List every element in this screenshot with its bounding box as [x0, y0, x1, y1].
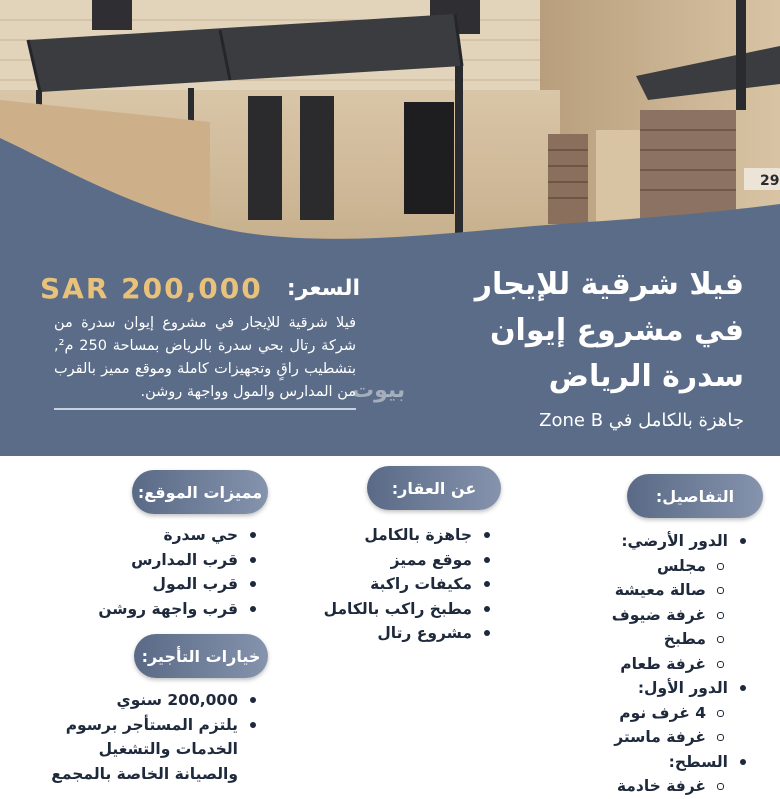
property-list	[294, 523, 494, 646]
list-item: قرب المول	[60, 572, 260, 597]
price-label: السعر:	[286, 276, 360, 301]
list-item: مجلس	[550, 554, 750, 579]
list-item: مطبخ	[550, 627, 750, 652]
list-item: غرفة ماستر	[550, 725, 750, 750]
list-item: قرب المدارس	[60, 548, 260, 573]
details-list	[550, 529, 750, 799]
listing-subtitle: جاهزة بالكامل في Zone B	[539, 410, 744, 431]
price-row	[40, 272, 360, 312]
details-heading: التفاصيل:	[627, 474, 763, 518]
details-group-label: الدور الأول:	[550, 676, 750, 701]
watermark-logo: بيوت	[352, 378, 406, 403]
list-item: جاهزة بالكامل	[294, 523, 494, 548]
list-item: مشروع رتال	[294, 621, 494, 646]
list-item: 4 غرف نوم	[550, 701, 750, 726]
listing-title-line: سدرة الرياض	[548, 359, 744, 394]
location-heading: مميزات الموقع:	[132, 470, 268, 514]
rental-heading: خيارات التأجير:	[134, 634, 268, 678]
details-group-label: السطح:	[550, 750, 750, 775]
listing-title-block	[414, 262, 744, 431]
rental-list	[36, 688, 260, 786]
list-item: يلتزم المستأجر برسوم الخدمات والتشغيل والصيانة الخاصة بالمجمع	[36, 713, 260, 787]
listing-title-line: فيلا شرقية للإيجار	[474, 267, 744, 302]
listing-title-line: في مشروع إيوان	[489, 313, 744, 348]
list-item: مكيفات راكبة	[294, 572, 494, 597]
list-item: 200,000 سنوي	[36, 688, 260, 713]
property-heading: عن العقار:	[367, 466, 501, 510]
price-value: SAR 200,000	[40, 272, 263, 305]
list-item: غرفة خادمة	[550, 774, 750, 799]
list-item: حي سدرة	[60, 523, 260, 548]
details-group-label: الدور الأرضي:	[550, 529, 750, 554]
house-number: 29	[760, 173, 780, 189]
listing-description: فيلا شرقية للإيجار في مشروع إيوان سدرة من شركة رتال بحي سدرة بالرياض بمساحة 250 م², بتشطيب راقٍ وتجهيزات كاملة وموقع مميز بالقرب من المدارس والمول وواجهة روشن.	[54, 312, 356, 410]
location-list	[60, 523, 260, 621]
list-item: قرب واجهة روشن	[60, 597, 260, 622]
list-item: مطبخ راكب بالكامل	[294, 597, 494, 622]
list-item: صالة معيشة	[550, 578, 750, 603]
list-item: غرفة ضيوف	[550, 603, 750, 628]
list-item: غرفة طعام	[550, 652, 750, 677]
list-item: موقع مميز	[294, 548, 494, 573]
